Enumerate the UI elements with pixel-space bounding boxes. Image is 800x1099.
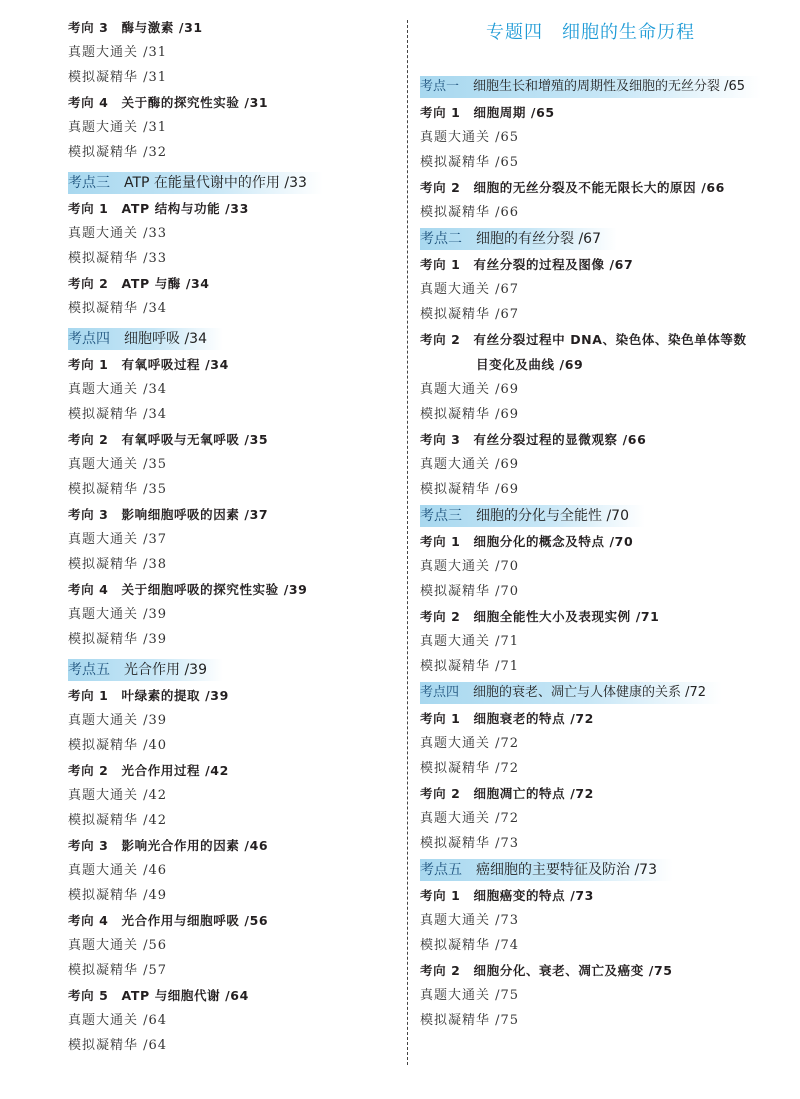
section-name: ATP 在能量代谢中的作用 /33: [124, 175, 307, 191]
toc-entry: 真题大通关 /46: [68, 863, 168, 878]
toc-subtopic: 考向 2 光合作用过程 /42: [68, 763, 229, 778]
toc-entry: 真题大通关 /69: [420, 382, 520, 397]
toc-subtopic: 考向 4 光合作用与细胞呼吸 /56: [68, 913, 269, 928]
toc-entry: 真题大通关 /65: [420, 130, 520, 145]
section-name: 细胞生长和增殖的周期性及细胞的无丝分裂 /65: [473, 79, 746, 94]
toc-entry: 真题大通关 /64: [68, 1013, 168, 1028]
toc-entry: 真题大通关 /67: [420, 282, 520, 297]
toc-subtopic: 考向 2 有丝分裂过程中 DNA、染色体、染色单体等数: [420, 332, 747, 347]
section-heading: [420, 76, 761, 98]
section-heading: [420, 682, 722, 704]
toc-entry: 模拟凝精华 /35: [68, 482, 168, 497]
toc-subtopic: 考向 1 细胞衰老的特点 /72: [420, 711, 594, 726]
toc-entry: 真题大通关 /42: [68, 788, 168, 803]
toc-entry: 模拟凝精华 /49: [68, 888, 168, 903]
section-tag: 考点四: [68, 331, 110, 347]
toc-entry: 真题大通关 /31: [68, 120, 168, 135]
toc-entry: 真题大通关 /37: [68, 532, 168, 547]
toc-subtopic: 考向 2 细胞全能性大小及表现实例 /71: [420, 609, 660, 624]
toc-entry: 模拟凝精华 /67: [420, 307, 520, 322]
toc-subtopic: 考向 2 有氧呼吸与无氧呼吸 /35: [68, 432, 269, 447]
section-name: 细胞的衰老、凋亡与人体健康的关系 /72: [473, 685, 707, 700]
toc-entry: 模拟凝精华 /66: [420, 205, 520, 220]
toc-entry: 模拟凝精华 /38: [68, 557, 168, 572]
toc-subtopic: 考向 3 影响细胞呼吸的因素 /37: [68, 507, 269, 522]
toc-entry: 真题大通关 /34: [68, 382, 168, 397]
toc-subtopic: 考向 5 ATP 与细胞代谢 /64: [68, 988, 249, 1003]
section-heading: [68, 659, 223, 681]
section-tag: 考点一: [420, 79, 460, 94]
toc-entry: 模拟凝精华 /74: [420, 938, 520, 953]
toc-entry: 模拟凝精华 /34: [68, 407, 168, 422]
section-name: 细胞的分化与全能性 /70: [476, 508, 629, 524]
toc-entry: 模拟凝精华 /69: [420, 482, 520, 497]
section-tag: 考点四: [420, 685, 460, 700]
toc-entry: 模拟凝精华 /72: [420, 761, 520, 776]
section-tag: 考点二: [420, 231, 462, 247]
section-tag: 考点五: [420, 862, 462, 878]
toc-entry: 模拟凝精华 /31: [68, 70, 168, 85]
toc-subtopic: 目变化及曲线 /69: [476, 357, 584, 372]
toc-subtopic: 考向 4 关于细胞呼吸的探究性实验 /39: [68, 582, 308, 597]
toc-entry: 真题大通关 /33: [68, 226, 168, 241]
chapter-title: 专题四 细胞的生命历程: [486, 22, 695, 43]
toc-entry: 真题大通关 /39: [68, 713, 168, 728]
toc-entry: 模拟凝精华 /65: [420, 155, 520, 170]
toc-entry: 模拟凝精华 /40: [68, 738, 168, 753]
section-heading: [420, 505, 645, 527]
toc-entry: 模拟凝精华 /42: [68, 813, 168, 828]
toc-entry: 模拟凝精华 /73: [420, 836, 520, 851]
toc-entry: 真题大通关 /72: [420, 811, 520, 826]
section-heading: [420, 859, 673, 881]
toc-subtopic: 考向 1 叶绿素的提取 /39: [68, 688, 229, 703]
toc-subtopic: 考向 2 细胞的无丝分裂及不能无限长大的原因 /66: [420, 180, 725, 195]
toc-entry: 模拟凝精华 /64: [68, 1038, 168, 1053]
toc-subtopic: 考向 1 细胞周期 /65: [420, 105, 555, 120]
toc-entry: 真题大通关 /71: [420, 634, 520, 649]
toc-entry: 模拟凝精华 /70: [420, 584, 520, 599]
toc-entry: 真题大通关 /56: [68, 938, 168, 953]
toc-entry: 模拟凝精华 /69: [420, 407, 520, 422]
toc-subtopic: 考向 2 细胞凋亡的特点 /72: [420, 786, 594, 801]
section-name: 癌细胞的主要特征及防治 /73: [476, 862, 657, 878]
toc-subtopic: 考向 4 关于酶的探究性实验 /31: [68, 95, 269, 110]
section-tag: 考点三: [420, 508, 462, 524]
toc-subtopic: 考向 1 有丝分裂的过程及图像 /67: [420, 257, 634, 272]
toc-subtopic: 考向 1 有氧呼吸过程 /34: [68, 357, 229, 372]
toc-entry: 真题大通关 /73: [420, 913, 520, 928]
toc-subtopic: 考向 2 ATP 与酶 /34: [68, 276, 210, 291]
toc-entry: 模拟凝精华 /34: [68, 301, 168, 316]
toc-entry: 模拟凝精华 /39: [68, 632, 168, 647]
toc-subtopic: 考向 2 细胞分化、衰老、凋亡及癌变 /75: [420, 963, 673, 978]
toc-entry: 真题大通关 /31: [68, 45, 168, 60]
section-name: 光合作用 /39: [124, 662, 207, 678]
column-divider: [407, 20, 408, 1065]
toc-subtopic: 考向 3 酶与激素 /31: [68, 20, 203, 35]
toc-entry: 模拟凝精华 /71: [420, 659, 520, 674]
section-name: 细胞呼吸 /34: [124, 331, 207, 347]
toc-entry: 模拟凝精华 /33: [68, 251, 168, 266]
section-heading: [68, 172, 323, 194]
section-tag: 考点五: [68, 662, 110, 678]
toc-entry: 模拟凝精华 /32: [68, 145, 168, 160]
toc-subtopic: 考向 1 细胞癌变的特点 /73: [420, 888, 594, 903]
toc-entry: 真题大通关 /70: [420, 559, 520, 574]
section-heading: [420, 228, 617, 250]
toc-entry: 真题大通关 /39: [68, 607, 168, 622]
toc-subtopic: 考向 3 影响光合作用的因素 /46: [68, 838, 269, 853]
toc-entry: 真题大通关 /72: [420, 736, 520, 751]
toc-entry: 真题大通关 /75: [420, 988, 520, 1003]
section-tag: 考点三: [68, 175, 110, 191]
toc-entry: 真题大通关 /35: [68, 457, 168, 472]
toc-subtopic: 考向 1 ATP 结构与功能 /33: [68, 201, 249, 216]
toc-entry: 真题大通关 /69: [420, 457, 520, 472]
section-heading: [68, 328, 223, 350]
toc-subtopic: 考向 1 细胞分化的概念及特点 /70: [420, 534, 634, 549]
toc-subtopic: 考向 3 有丝分裂过程的显微观察 /66: [420, 432, 647, 447]
toc-entry: 模拟凝精华 /75: [420, 1013, 520, 1028]
toc-entry: 模拟凝精华 /57: [68, 963, 168, 978]
section-name: 细胞的有丝分裂 /67: [476, 231, 601, 247]
